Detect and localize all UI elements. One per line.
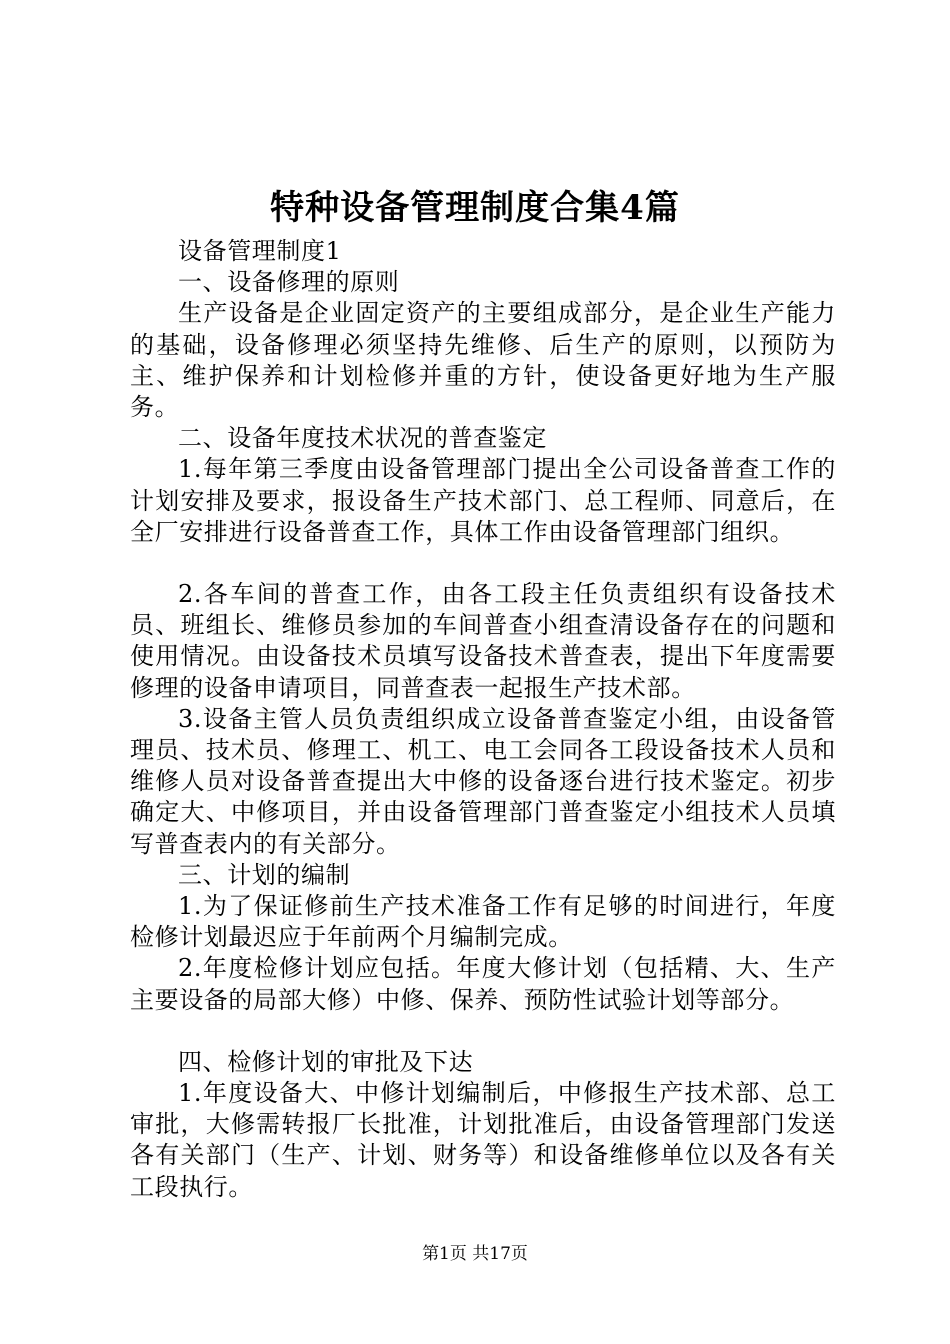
document-title: 特种设备管理制度合集4篇: [270, 188, 680, 228]
section-heading: 一、设备修理的原则: [178, 268, 400, 297]
body-paragraph: 2.年度检修计划应包括。年度大修计划（包括精、大、生产主要设备的局部大修）中修、保养、预防性试验计划等部分。: [130, 954, 836, 1014]
section-heading: 三、计划的编制: [178, 860, 351, 889]
document-body: [130, 236, 836, 1203]
body-paragraph: 1.为了保证修前生产技术准备工作有足够的时间进行，年度检修计划最迟应于年前两个月编制完成。: [130, 892, 836, 952]
page-number: 第1页 共17页: [422, 1244, 528, 1264]
paragraph-spacer: [130, 1016, 836, 1047]
section-heading: 二、设备年度技术状况的普查鉴定: [178, 424, 547, 453]
section-heading: 四、检修计划的审批及下达: [178, 1047, 474, 1076]
body-paragraph: 1.每年第三季度由设备管理部门提出全公司设备普查工作的计划安排及要求，报设备生产技术部门、总工程师、同意后，在全厂安排进行设备普查工作，具体工作由设备管理部门组织。: [130, 455, 836, 546]
paragraph-spacer: [130, 548, 836, 579]
body-paragraph: 生产设备是企业固定资产的主要组成部分，是企业生产能力的基础，设备修理必须坚持先维修、后生产的原则，以预防为主、维护保养和计划检修并重的方针，使设备更好地为生产服务。: [130, 299, 836, 422]
body-paragraph: 3.设备主管人员负责组织成立设备普查鉴定小组，由设备管理员、技术员、修理工、机工、电工会同各工段设备技术人员和维修人员对设备普查提出大中修的设备逐台进行技术鉴定。初步确定大、中修项目，并由设备管理部门普查鉴定小组技术人员填写普查表内的有关部分。: [130, 704, 836, 858]
section-heading: 设备管理制度1: [178, 237, 342, 265]
body-paragraph: 2.各车间的普查工作，由各工段主任负责组织有设备技术员、班组长、维修员参加的车间普查小组查清设备存在的问题和使用情况。由设备技术员填写设备技术普查表，提出下年度需要修理的设备申请项目，同普查表一起报生产技术部。: [130, 580, 836, 702]
body-paragraph: 1.年度设备大、中修计划编制后，中修报生产技术部、总工审批，大修需转报厂长批准，计划批准后，由设备管理部门发送各有关部门（生产、计划、财务等）和设备维修单位以及各有关工段执行。: [130, 1079, 836, 1201]
